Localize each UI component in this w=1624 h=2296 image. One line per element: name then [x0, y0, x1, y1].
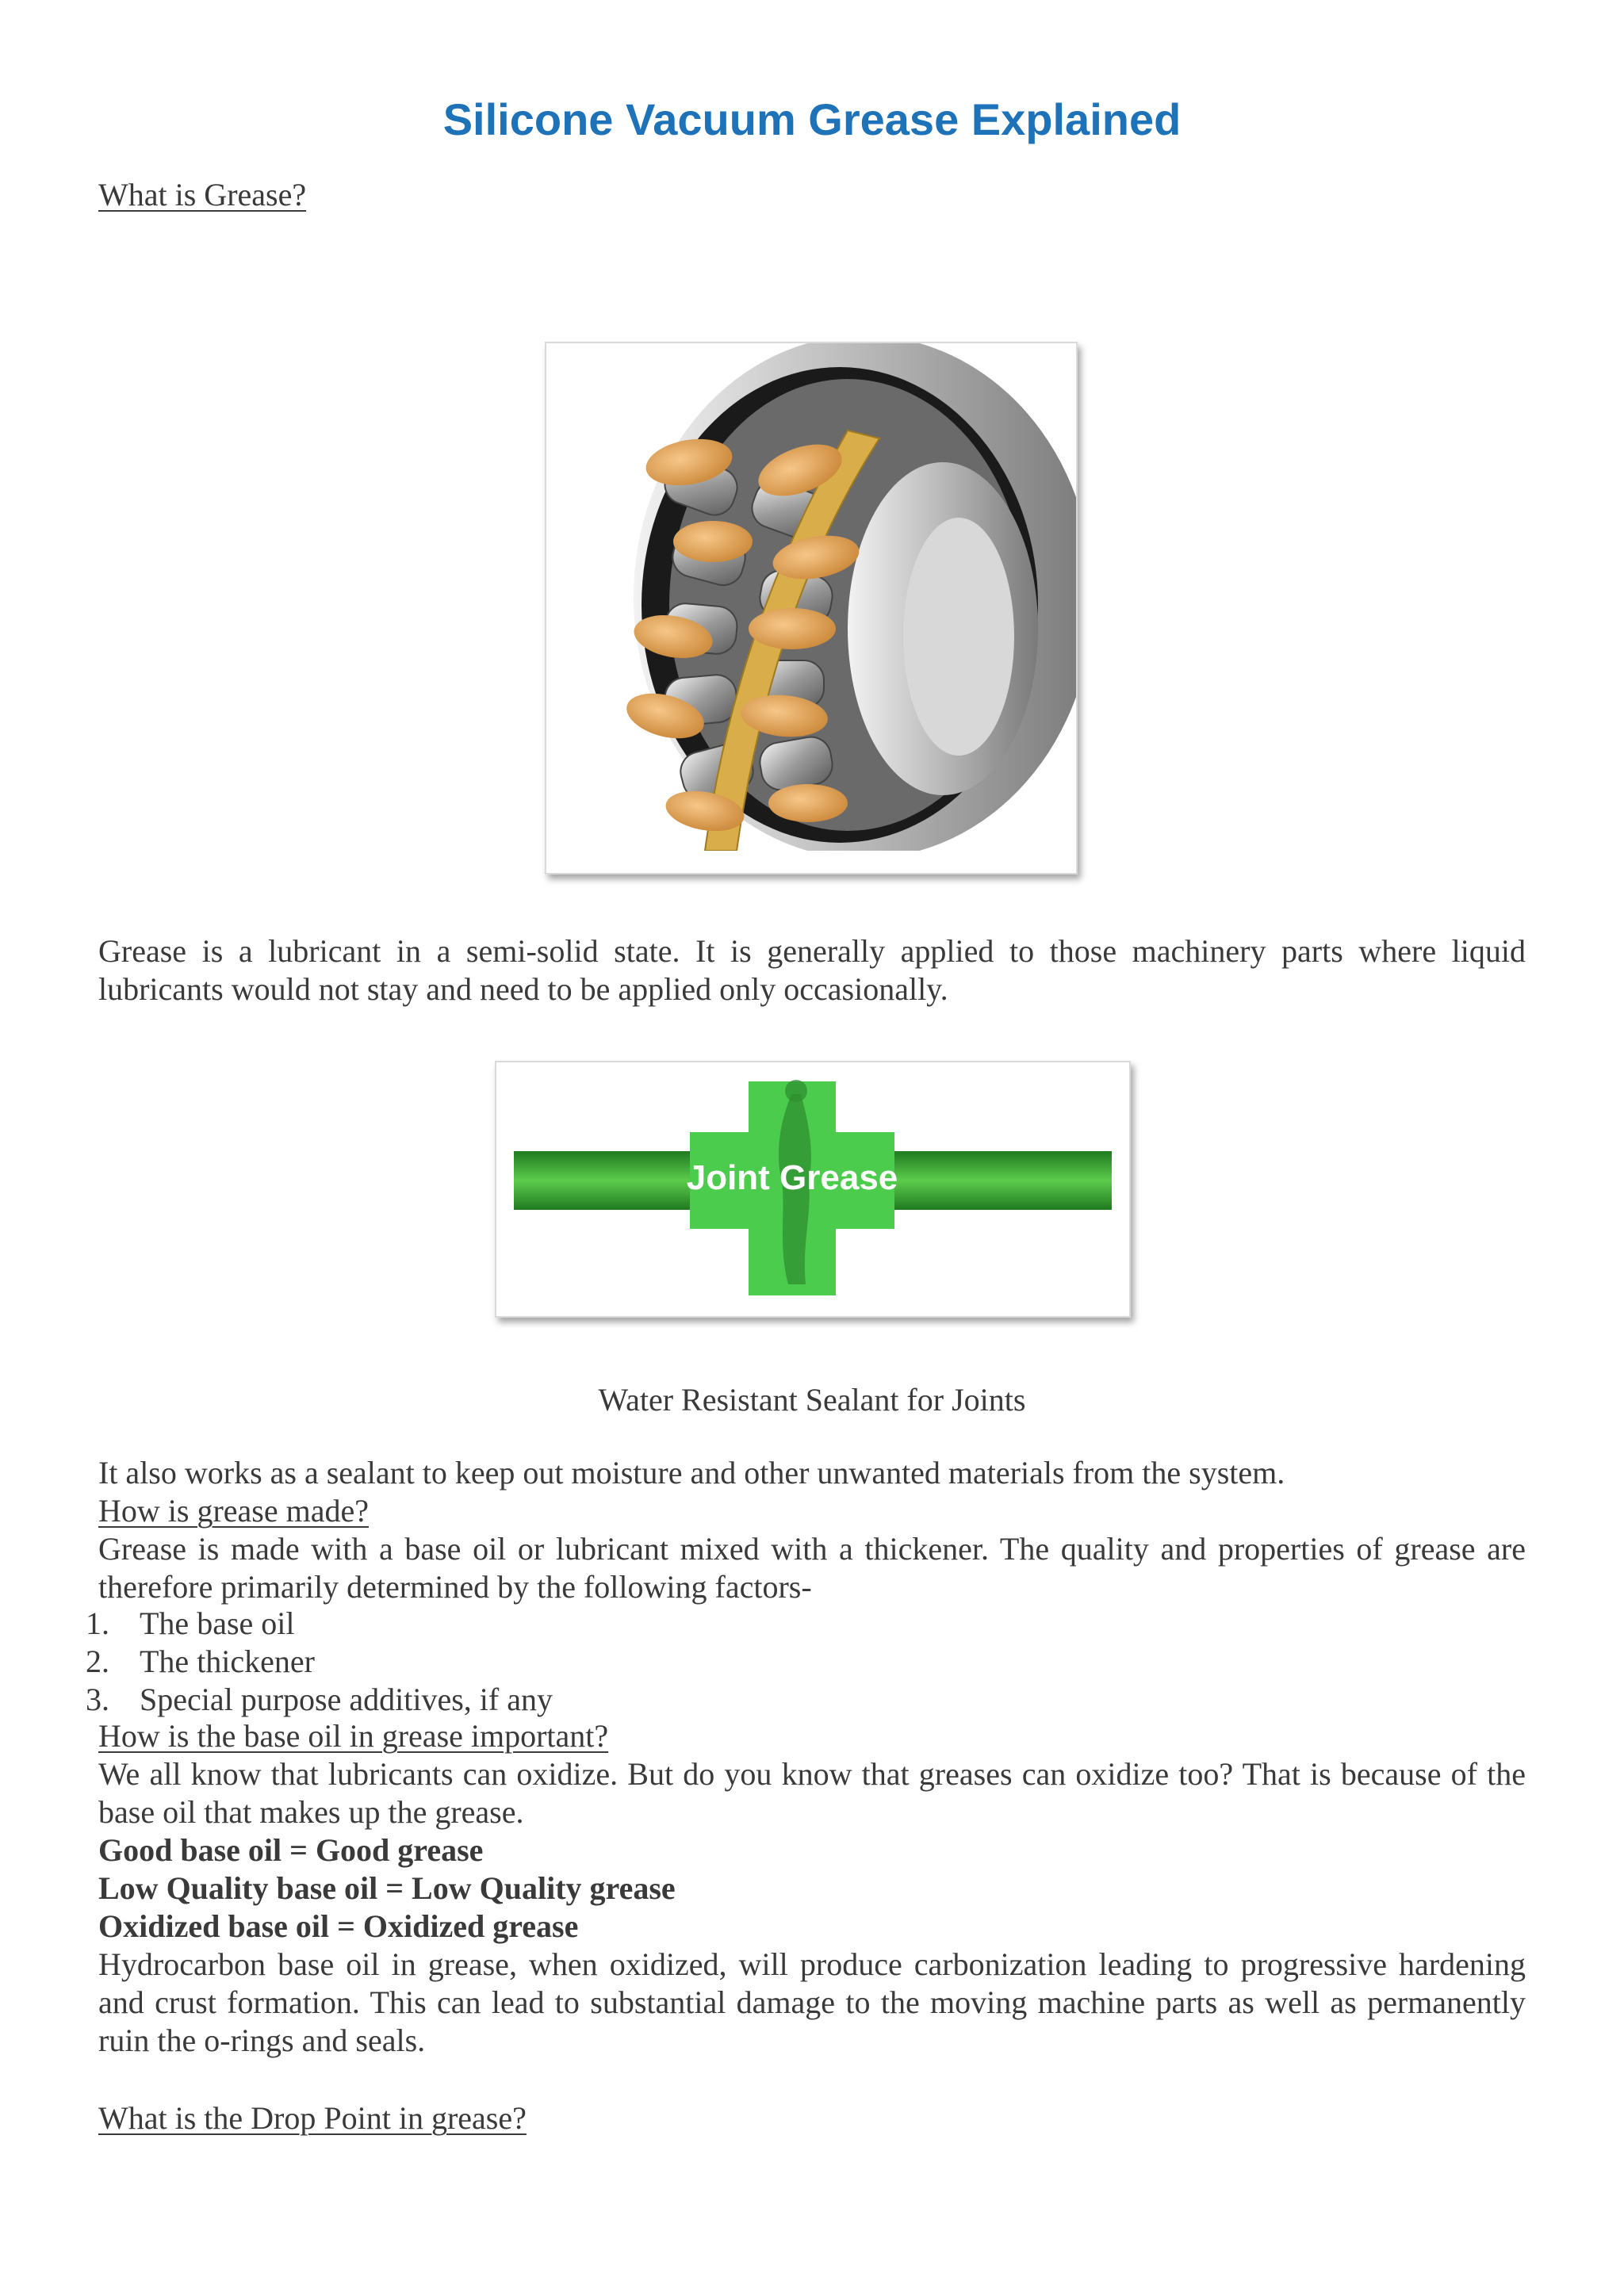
list-number: 2. [86, 1644, 109, 1679]
list-item [86, 1643, 553, 1681]
bold-line-low-quality: Low Quality base oil = Low Quality grease [98, 1870, 676, 1906]
image-caption: Water Resistant Sealant for Joints [598, 1382, 1026, 1418]
list-text: The thickener [140, 1644, 315, 1679]
factors-list [86, 1605, 553, 1719]
page-title: Silicone Vacuum Grease Explained [442, 94, 1182, 144]
heading-drop-point[interactable]: What is the Drop Point in grease? [98, 2100, 527, 2136]
list-item [86, 1605, 553, 1643]
joint-grease-label: Joint Grease [686, 1158, 898, 1197]
heading-base-oil-important[interactable]: How is the base oil in grease important? [98, 1718, 609, 1754]
list-text: Special purpose additives, if any [140, 1682, 553, 1717]
heading-how-made[interactable]: How is grease made? [98, 1493, 369, 1529]
heading-what-is-grease[interactable]: What is Grease? [98, 177, 307, 212]
paragraph-sealant: It also works as a sealant to keep out moisture and other unwanted materials from the system. [98, 1455, 1285, 1490]
list-number: 3. [86, 1682, 109, 1717]
paragraph-made-with: Grease is made with a base oil or lubricant mixed with a thickener. The quality and properties of grease are therefore primarily determined by the following factors- [98, 1531, 1526, 1605]
paragraph-oxidize: We all know that lubricants can oxidize. But do you know that greases can oxidize too? That is because of the base oil that makes up the grease. [98, 1756, 1526, 1830]
paragraph-hydrocarbon: Hydrocarbon base oil in grease, when oxidized, will produce carbonization leading to progressive hardening and crust formation. This can lead to substantial damage to the moving machine parts as well as permanently ruin the o-rings and seals. [98, 1946, 1526, 2058]
bold-line-good: Good base oil = Good grease [98, 1832, 484, 1868]
bold-line-oxidized: Oxidized base oil = Oxidized grease [98, 1908, 579, 1944]
list-item [86, 1681, 553, 1719]
bearing-grease-image [545, 342, 1078, 874]
paragraph-grease-definition: Grease is a lubricant in a semi-solid state. It is generally applied to those machinery parts where liquid lubricants would not stay and need to be applied only occasionally. [98, 933, 1526, 1007]
list-number: 1. [86, 1605, 109, 1641]
joint-grease-image [495, 1061, 1131, 1318]
list-text: The base oil [140, 1605, 295, 1641]
